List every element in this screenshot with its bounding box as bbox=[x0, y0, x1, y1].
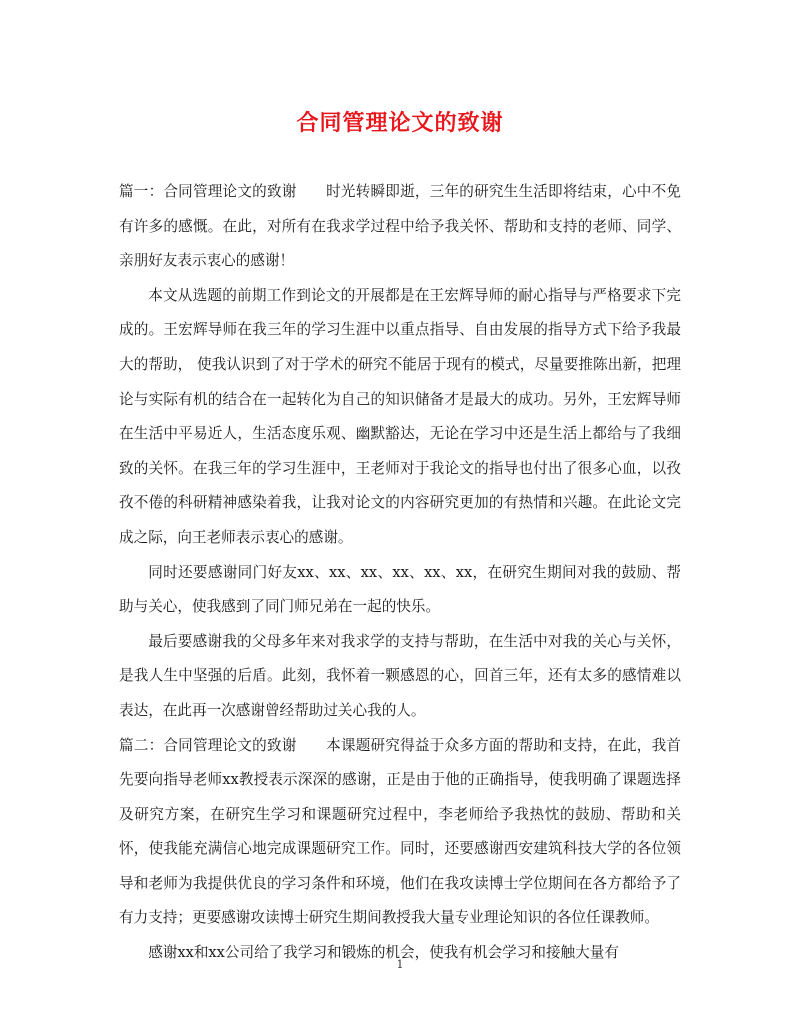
paragraph: 篇二：合同管理论文的致谢 本课题研究得益于众多方面的帮助和支持，在此，我首先要向指导老师xx教授表示深深的感谢，正是由于他的正确指导，使我明确了课题选择及研究方案，在研究生学习和课题研究过程中，李老师给予我热忱的鼓励、帮助和关怀，使我能充满信心地完成课题研究工作。同时，还要感谢西安建筑科技大学的各位领导和老师为我提供优良的学习条件和环境，他们在我攻读博士学位期间在各方都给予了有力支持；更要感谢攻读博士研究生期间教授我大量专业理论知识的各位任课教师。 bbox=[119, 736, 681, 927]
paragraph: 篇一：合同管理论文的致谢 时光转瞬即逝，三年的研究生生活即将结束，心中不免有许多的感慨。在此，对所有在我求学过程中给予我关怀、帮助和支持的老师、同学、亲朋好友表示衷心的感谢！ bbox=[119, 183, 681, 270]
document-title: 合同管理论文的致谢 bbox=[296, 110, 504, 136]
page-number: 1 bbox=[396, 958, 404, 971]
paragraph: 本文从选题的前期工作到论文的开展都是在王宏辉导师的耐心指导与严格要求下完成的。王宏辉导师在我三年的学习生涯中以重点指导、自由发展的指导方式下给予我最大的帮助， 使我认识到了对于学术的研究不能居于现有的模式，尽量要推陈出新，把理论与实际有机的结合在一起转化为自己的知识储备才是最大的成功。另外，王宏辉导师在生活中平易近人，生活态度乐观、幽默豁达，无论在学习中还是生活上都给与了我细致的关怀。在我三年的学习生涯中，王老师对于我论文的指导也付出了很多心血，以孜孜不倦的科研精神感染着我，让我对论文的内容研究更加的有热情和兴趣。在此论文完成之际，向王老师表示衷心的感谢。 bbox=[119, 286, 681, 546]
paragraph: 最后要感谢我的父母多年来对我求学的支持与帮助，在生活中对我的关心与关怀，是我人生中坚强的后盾。此刻，我怀着一颗感恩的心，回首三年，还有太多的感情难以表达，在此再一次感谢曾经帮助过关心我的人。 bbox=[119, 632, 681, 719]
document-body bbox=[119, 175, 681, 971]
paragraph: 同时还要感谢同门好友xx、xx、xx、xx、xx、xx，在研究生期间对我的鼓励、帮助与关心，使我感到了同门师兄弟在一起的快乐。 bbox=[119, 563, 681, 616]
paragraph: 感谢xx和xx公司给了我学习和锻炼的机会，使我有机会学习和接触大量有 bbox=[148, 944, 619, 962]
